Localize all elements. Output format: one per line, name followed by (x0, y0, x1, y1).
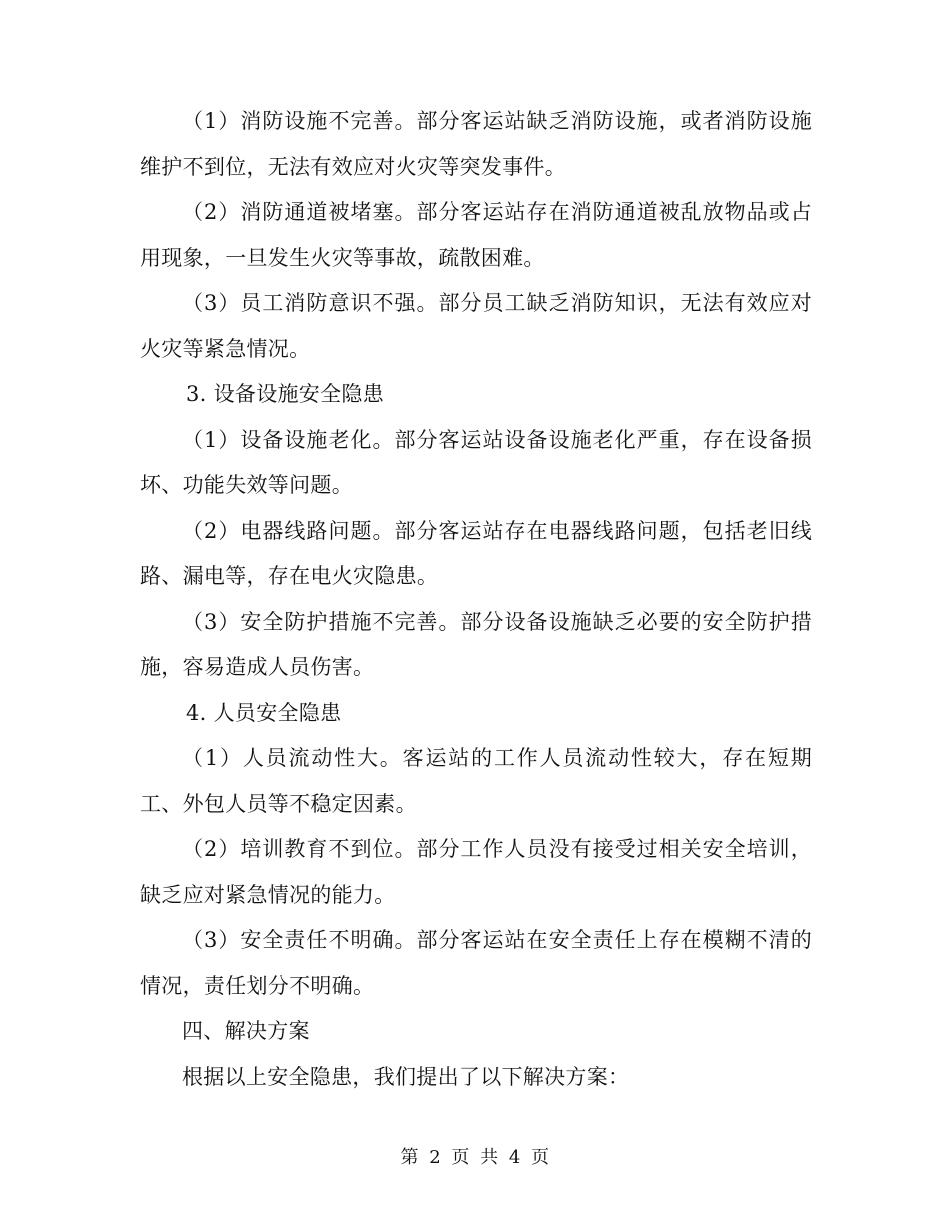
paragraph-electrical-wiring: （2）电器线路问题。部分客运站存在电器线路问题，包括老旧线路、漏电等，存在电火灾隐患。 (140, 518, 812, 588)
paragraph-fire-awareness: （3）员工消防意识不强。部分员工缺乏消防知识，无法有效应对火灾等紧急情况。 (140, 291, 812, 361)
paragraph-training: （2）培训教育不到位。部分工作人员没有接受过相关安全培训，缺乏应对紧急情况的能力。 (140, 837, 812, 907)
paragraph-staff-turnover: （1）人员流动性大。客运站的工作人员流动性较大，存在短期工、外包人员等不稳定因素。 (140, 746, 812, 816)
section-heading-solutions: 四、解决方案 (182, 1019, 310, 1043)
paragraph-safety-protection: （3）安全防护措施不完善。部分设备设施缺乏必要的安全防护措施，容易造成人员伤害。 (140, 609, 812, 679)
paragraph-fire-facilities: （1）消防设施不完善。部分客运站缺乏消防设施，或者消防设施维护不到位，无法有效应对火灾等突发事件。 (140, 109, 812, 179)
section-heading-personnel: 4. 人员安全隐患 (186, 700, 342, 725)
paragraph-solutions-intro: 根据以上安全隐患，我们提出了以下解决方案： (182, 1064, 630, 1089)
paragraph-equipment-aging: （1）设备设施老化。部分客运站设备设施老化严重，存在设备损坏、功能失效等问题。 (140, 427, 812, 497)
page-number-footer: 第 2 页 共 4 页 (400, 1147, 550, 1168)
paragraph-responsibility: （3）安全责任不明确。部分客运站在安全责任上存在模糊不清的情况，责任划分不明确。 (140, 928, 812, 998)
section-heading-equipment: 3. 设备设施安全隐患 (186, 382, 385, 406)
body-text (140, 99, 812, 1100)
paragraph-fire-passage: （2）消防通道被堵塞。部分客运站存在消防通道被乱放物品或占用现象，一旦发生火灾等事故，疏散困难。 (140, 200, 812, 270)
